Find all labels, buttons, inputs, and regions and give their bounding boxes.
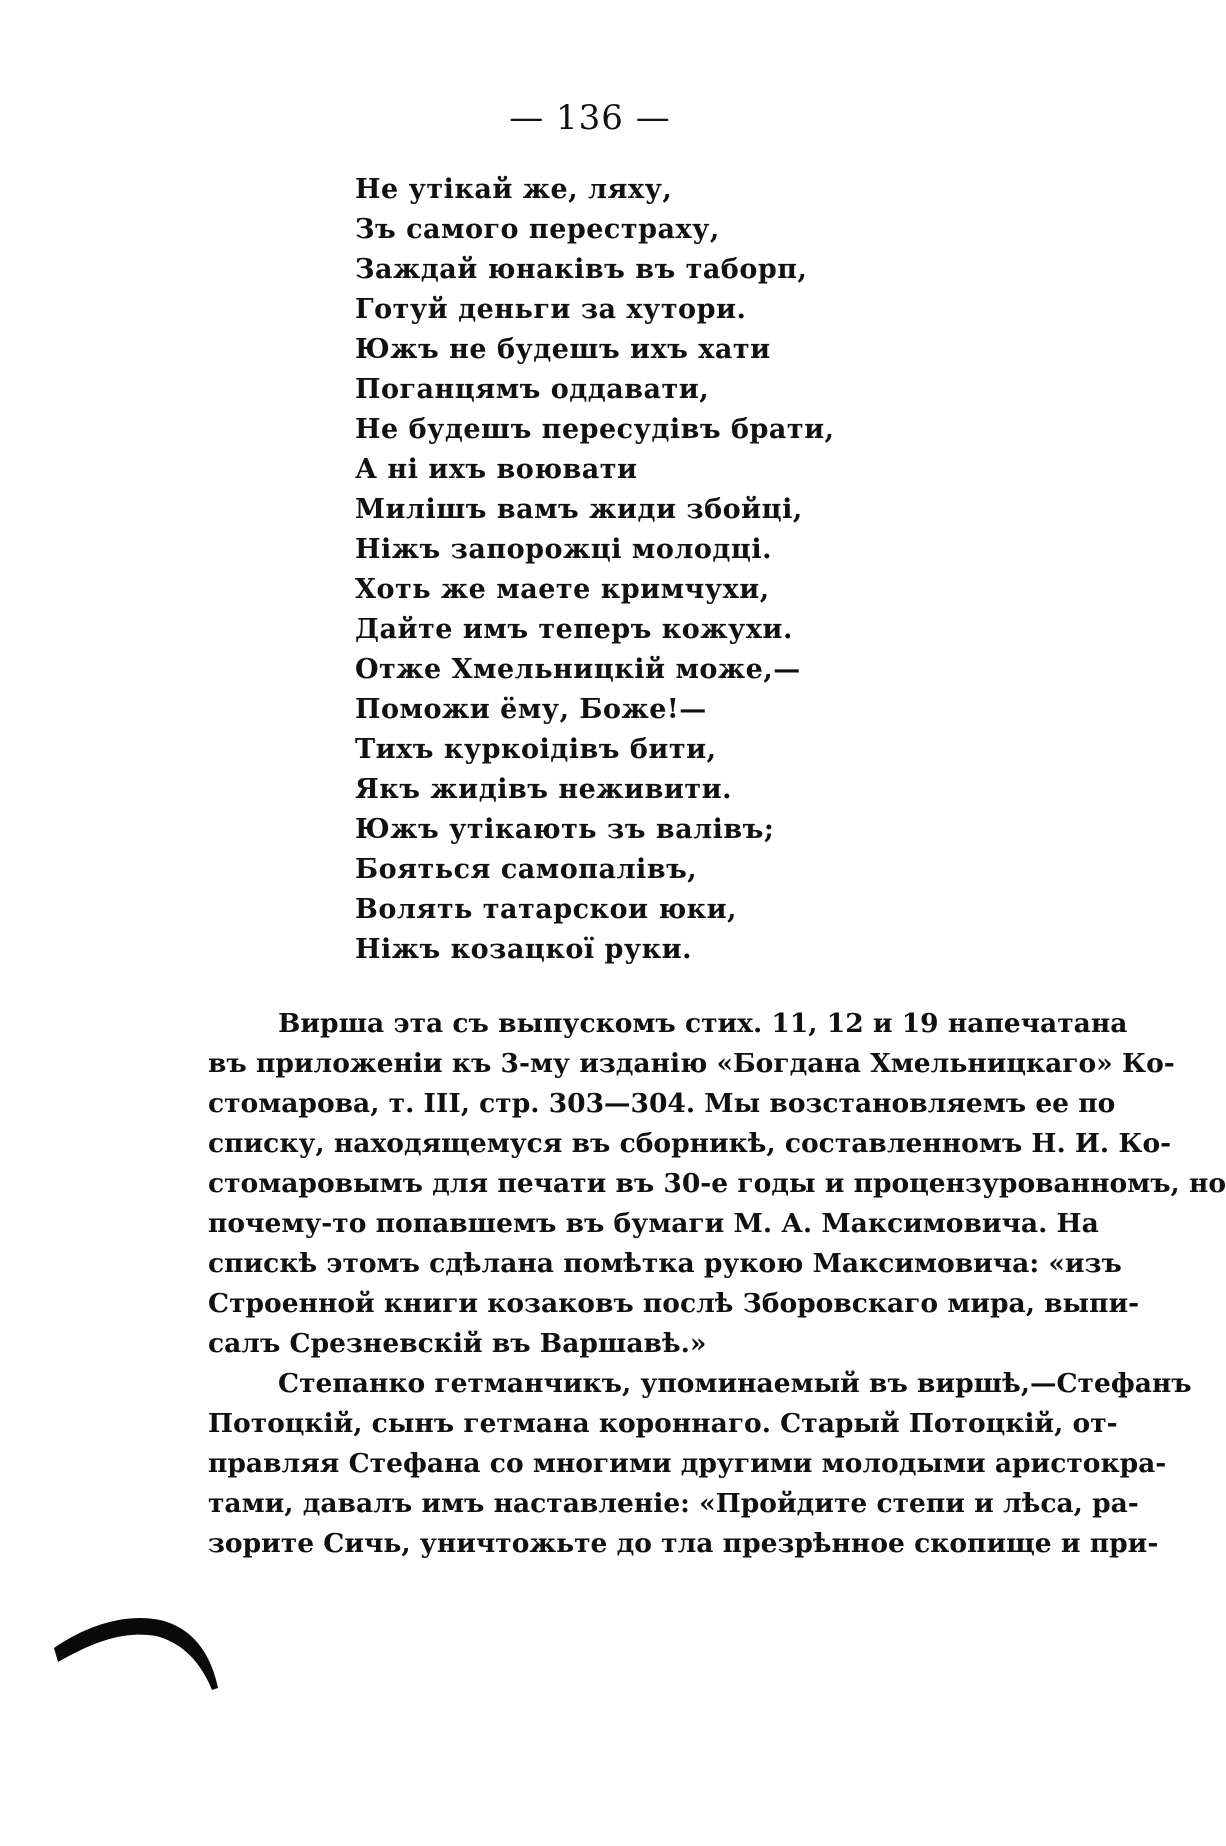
paragraph-line: спискѣ этомъ сдѣлана помѣтка рукою Максимовича: «изъ — [208, 1248, 1122, 1279]
paragraph-line: стомаровымъ для печати въ 30-е годы и процензурованномъ, но — [208, 1168, 1226, 1199]
paragraph-line: Строенной книги козаковъ послѣ Зборовскаго мира, выпи- — [208, 1288, 1140, 1319]
poem-line: Ніжъ козацкої руки. — [355, 934, 693, 965]
poem-line: Бояться самопалівъ, — [355, 854, 698, 885]
poem-line: Заждай юнаківъ въ таборп, — [355, 254, 808, 285]
poem-line: Якъ жидівъ неживити. — [355, 774, 733, 805]
poem-line: Милішъ вамъ жиди збойці, — [355, 494, 803, 525]
page-number: — 136 — — [509, 98, 671, 138]
paragraph-line: въ приложеніи къ 3-му изданію «Богдана Хмельницкаго» Ко- — [208, 1048, 1175, 1079]
poem-line: Готуй деньги за хутори. — [355, 294, 747, 325]
poem-line: Зъ самого перестраху, — [355, 214, 720, 245]
paragraph-line: Потоцкій, сынъ гетмана короннаго. Старый Потоцкій, от- — [208, 1408, 1118, 1439]
paragraph-line: Вирша эта съ выпускомъ стих. 11, 12 и 19 напечатана — [278, 1008, 1128, 1039]
poem-line: Тихъ куркоідівъ бити, — [355, 734, 717, 765]
poem-line: Отже Хмельницкій може,— — [355, 654, 801, 685]
paragraph-line: правляя Стефана со многими другими молодыми аристокра- — [208, 1448, 1167, 1479]
paragraph-line: салъ Срезневскій въ Варшавѣ.» — [208, 1328, 707, 1359]
poem-line: Не утікай же, ляху, — [355, 174, 673, 205]
poem — [355, 170, 835, 970]
poem-line: Дайте имъ теперъ кожухи. — [355, 614, 793, 645]
poem-line: Хоть же маете кримчухи, — [355, 574, 770, 605]
paragraph-line: тами, давалъ имъ наставленіе: «Пройдите степи и лѣса, ра- — [208, 1488, 1139, 1519]
poem-line: Поганцямъ оддавати, — [355, 374, 710, 405]
paragraph-line: Степанко гетманчикъ, упоминаемый въ виршѣ,—Стефанъ — [278, 1368, 1192, 1399]
poem-line: Поможи ёму, Боже!— — [355, 694, 707, 725]
poem-line: Ніжъ запорожці молодці. — [355, 534, 773, 565]
ink-smudge-mark — [50, 1600, 230, 1710]
poem-line: Волять татарскои юки, — [355, 894, 738, 925]
paragraph-line: списку, находящемуся въ сборникѣ, составленномъ Н. И. Ко- — [208, 1128, 1172, 1159]
paragraph-line: стомарова, т. III, стр. 303—304. Мы возстановляемъ ее по — [208, 1088, 1116, 1119]
poem-line: Южъ не будешъ ихъ хати — [355, 334, 771, 365]
poem-line: А ні ихъ воювати — [355, 454, 638, 485]
commentary-paragraph-2 — [208, 1364, 1192, 1564]
paragraph-line: зорите Сичь, уничтожьте до тла презрѣнное скопище и при- — [208, 1528, 1159, 1559]
poem-line: Не будешъ пересудівъ брати, — [355, 414, 835, 445]
paragraph-line: почему-то попавшемъ въ бумаги М. А. Максимовича. На — [208, 1208, 1099, 1239]
commentary-paragraph-1 — [208, 1004, 1226, 1364]
poem-line: Южъ утікають зъ валівъ; — [355, 814, 775, 845]
